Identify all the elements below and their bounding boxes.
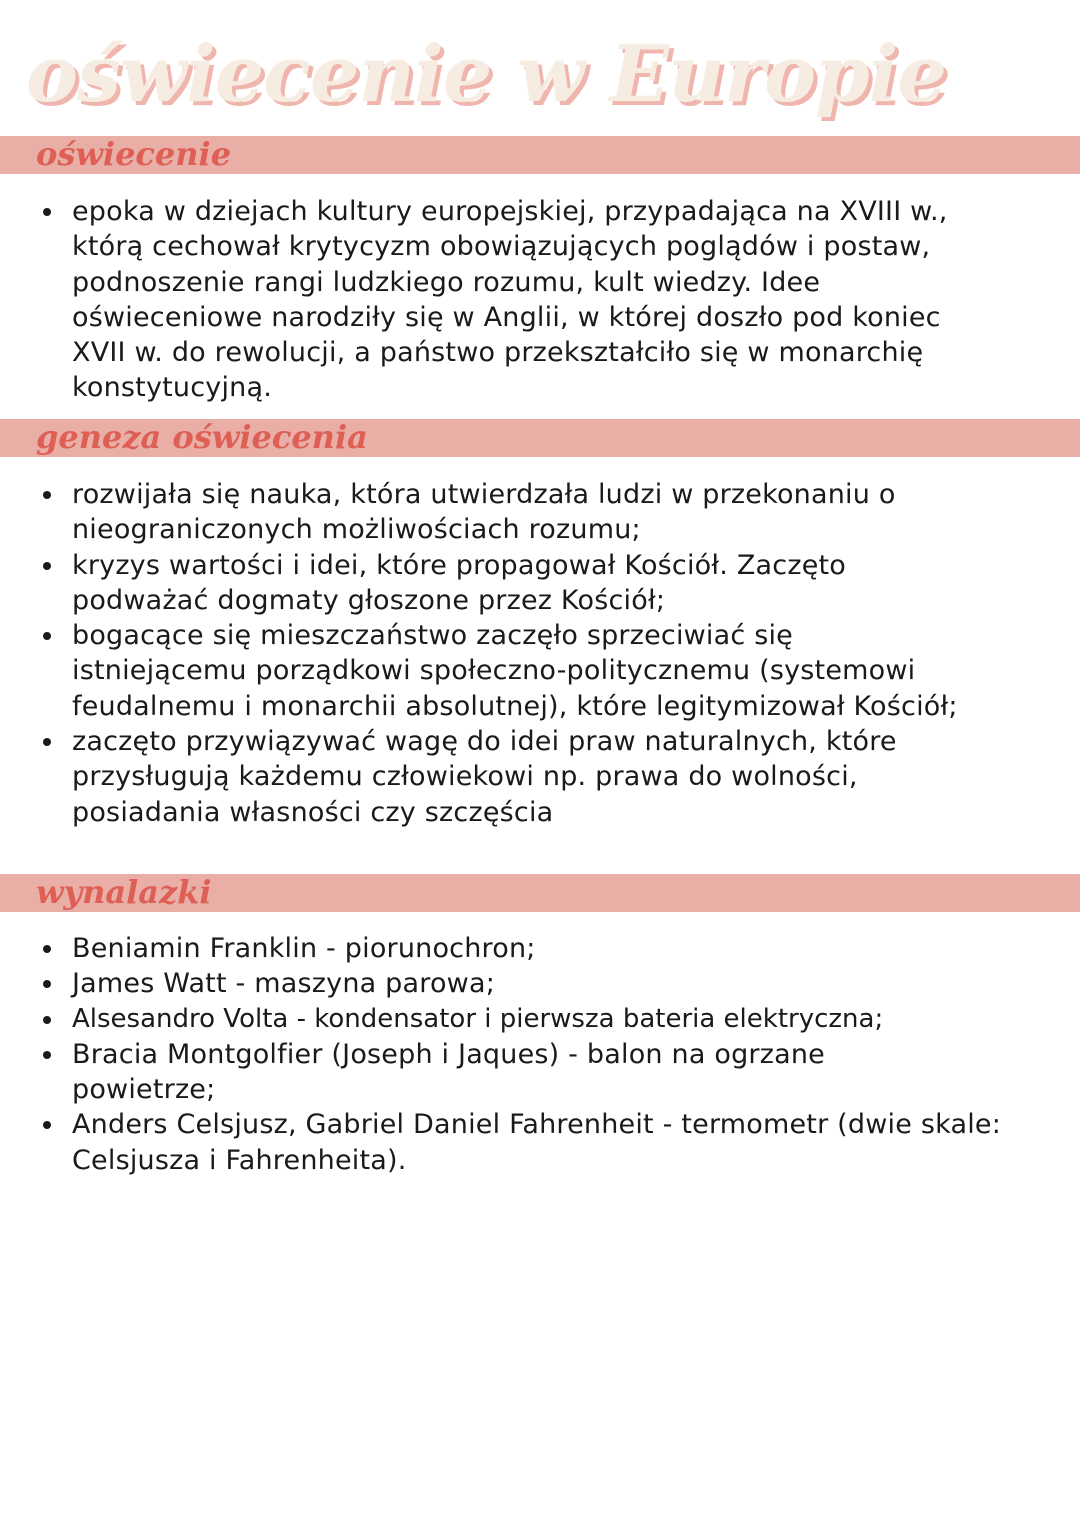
section-list-oswiecenie xyxy=(36,194,966,406)
section-header-wynalazki xyxy=(0,874,1080,912)
section-heading: geneza oświecenia xyxy=(36,418,368,456)
section-heading: wynalazki xyxy=(36,873,212,911)
list-item: bogacące się mieszczaństwo zaczęło sprzeciwiać się istniejącemu porządkowi społeczno-politycznemu (systemowi feudalnemu i monarchii absolutnej), które legitymizował Kościół; xyxy=(36,618,976,724)
section-heading: oświecenie xyxy=(36,135,232,173)
list-item: James Watt - maszyna parowa; xyxy=(36,966,1076,1001)
page-title: oświecenie w Europie xyxy=(26,29,946,120)
list-item: Anders Celsjusz, Gabriel Daniel Fahrenheit - termometr (dwie skale: Celsjusza i Fahrenheita). xyxy=(36,1107,1076,1178)
section-list-geneza xyxy=(36,477,976,830)
list-item: rozwijała się nauka, która utwierdzała ludzi w przekonaniu o nieograniczonych możliwościach rozumu; xyxy=(36,477,976,548)
section-list-wynalazki xyxy=(36,931,1076,1178)
section-header-geneza xyxy=(0,419,1080,457)
list-item: Bracia Montgolfier (Joseph i Jaques) - balon na ogrzane powietrze; xyxy=(36,1037,1076,1108)
list-item: Beniamin Franklin - piorunochron; xyxy=(36,931,1076,966)
list-item: Alsesandro Volta - kondensator i pierwsza bateria elektryczna; xyxy=(36,1002,1076,1037)
list-item: zaczęto przywiązywać wagę do idei praw naturalnych, które przysługują każdemu człowiekowi np. prawa do wolności, posiadania własności czy szczęścia xyxy=(36,724,976,830)
section-header-oswiecenie xyxy=(0,136,1080,174)
title-area xyxy=(0,20,1080,135)
list-item: kryzys wartości i idei, które propagował Kościół. Zaczęto podważać dogmaty głoszone przez Kościół; xyxy=(36,548,976,619)
list-item: epoka w dziejach kultury europejskiej, przypadająca na XVIII w., którą cechował krytycyzm obowiązujących poglądów i postaw, podnoszenie rangi ludzkiego rozumu, kult wiedzy. Idee oświeceniowe narodziły się w Anglii, w której doszło pod koniec XVII w. do rewolucji, a państwo przekształciło się w monarchię konstytucyjną. xyxy=(36,194,966,406)
